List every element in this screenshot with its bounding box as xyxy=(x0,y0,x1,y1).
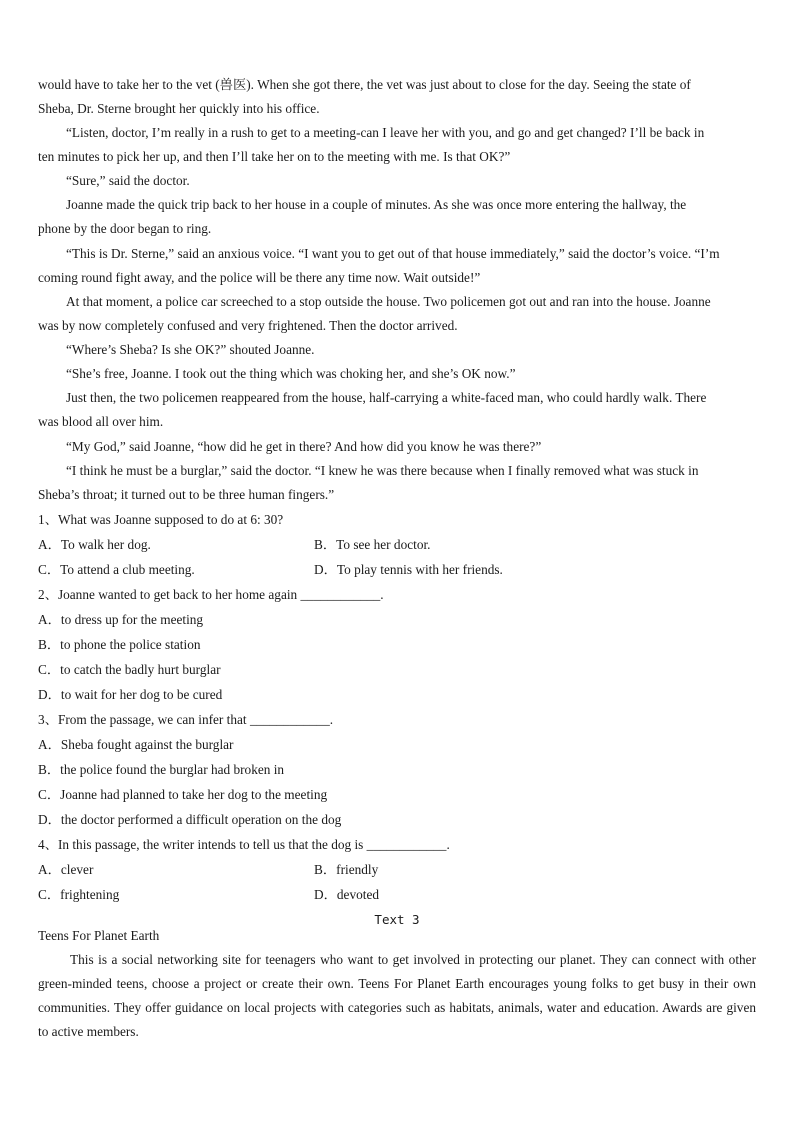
question-1-option-b: B．To see her doctor. xyxy=(314,537,431,552)
passage-line: “Listen, doctor, I’m really in a rush to get to a meeting-can I leave her with you, and go and get changed? I’ll be back in xyxy=(66,125,705,140)
question-4-stem: 4、In this passage, the writer intends to tell us that the dog is ____________. xyxy=(38,837,450,852)
question-2-stem: 2、Joanne wanted to get back to her home again ____________. xyxy=(38,587,384,602)
section-title: Teens For Planet Earth xyxy=(38,928,160,943)
question-1-option-c: C．To attend a club meeting. xyxy=(38,562,195,577)
question-4-option-d: D．devoted xyxy=(314,887,379,902)
passage-line: coming round fight away, and the police will be there any time now. Wait outside!” xyxy=(38,270,481,285)
passage-line: was by now completely confused and very frightened. Then the doctor arrived. xyxy=(38,318,458,333)
passage-line: “My God,” said Joanne, “how did he get in there? And how did you know he was there?” xyxy=(66,439,542,454)
question-1-stem: 1、What was Joanne supposed to do at 6: 30? xyxy=(38,512,284,527)
passage-line: “She’s free, Joanne. I took out the thing which was choking her, and she’s OK now.” xyxy=(66,366,516,381)
passage-line: Just then, the two policemen reappeared from the house, half-carrying a white-faced man, who could hardly walk. There xyxy=(66,390,707,405)
passage-line: ten minutes to pick her up, and then I’ll take her on to the meeting with me. Is that OK?” xyxy=(38,149,511,164)
passage-line: Sheba, Dr. Sterne brought her quickly into his office. xyxy=(38,101,320,116)
question-2-option-d: D．to wait for her dog to be cured xyxy=(38,687,223,702)
question-3-option-d: D．the doctor performed a difficult operation on the dog xyxy=(38,812,342,827)
passage-line: At that moment, a police car screeched to a stop outside the house. Two policemen got out and ran into the house. Joanne xyxy=(66,294,711,309)
question-1-option-d: D．To play tennis with her friends. xyxy=(314,562,503,577)
question-1-option-a: A．To walk her dog. xyxy=(38,537,151,552)
question-4-option-c: C．frightening xyxy=(38,887,120,902)
question-4-option-a: A．clever xyxy=(38,862,94,877)
passage-line: phone by the door began to ring. xyxy=(38,221,212,236)
passage-line: Joanne made the quick trip back to her house in a couple of minutes. As she was once more entering the hallway, the xyxy=(66,197,687,212)
question-3-option-b: B．the police found the burglar had broken in xyxy=(38,762,285,777)
question-2-option-b: B．to phone the police station xyxy=(38,637,201,652)
section-body: This is a social networking site for teenagers who want to get involved in protecting our planet. They can connect with other green-minded teens, choose a project or create their own. Teens For Planet Earth encourages young folks to get busy in their own communities. They offer guidance on local projects with categories such as habitats, animals, water and education. Awards are given to active members. xyxy=(38,952,756,1039)
section-heading: Text 3 xyxy=(374,912,420,927)
question-3-option-a: A．Sheba fought against the burglar xyxy=(38,737,234,752)
passage-line: Sheba’s throat; it turned out to be three human fingers.” xyxy=(38,487,335,502)
question-3-stem: 3、From the passage, we can infer that ____________. xyxy=(38,712,334,727)
passage-line: “Sure,” said the doctor. xyxy=(66,173,190,188)
question-4-option-b: B．friendly xyxy=(314,862,379,877)
passage-line: “I think he must be a burglar,” said the doctor. “I knew he was there because when I finally removed what was stuck in xyxy=(66,463,699,478)
question-2-option-c: C．to catch the badly hurt burglar xyxy=(38,662,221,677)
question-3-option-c: C．Joanne had planned to take her dog to the meeting xyxy=(38,787,328,802)
passage-line: would have to take her to the vet (兽医). When she got there, the vet was just about to close for the day. Seeing the state of xyxy=(38,77,691,92)
passage-line: “This is Dr. Sterne,” said an anxious voice. “I want you to get out of that house immediately,” said the doctor’s voice. “I’m xyxy=(66,246,720,261)
passage-line: “Where’s Sheba? Is she OK?” shouted Joanne. xyxy=(66,342,315,357)
passage-line: was blood all over him. xyxy=(38,414,164,429)
question-2-option-a: A．to dress up for the meeting xyxy=(38,612,204,627)
